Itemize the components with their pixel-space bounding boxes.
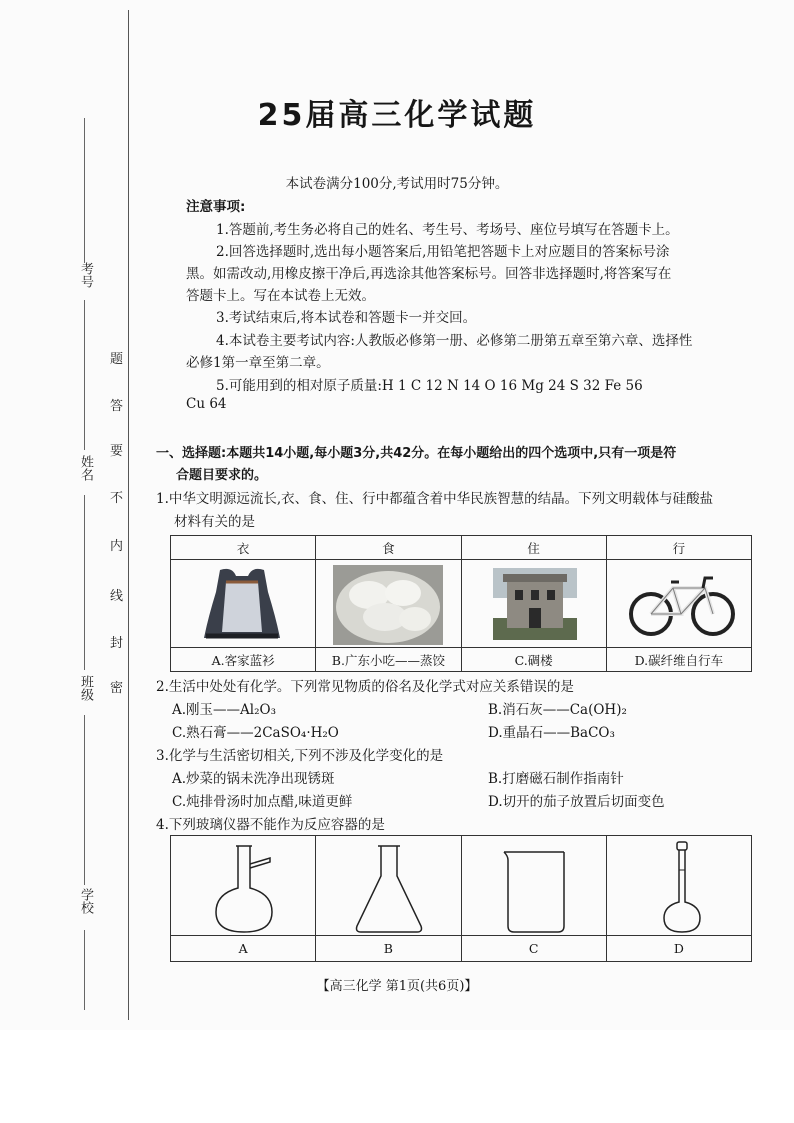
notice-line: 5.可能用到的相对原子质量:H 1 C 12 N 14 O 16 Mg 24 S 32 Fe 56	[216, 378, 643, 394]
option-c-caption: C.碉楼	[461, 648, 606, 672]
question-2-option-a: A.刚玉——Al₂O₃	[172, 702, 276, 718]
seal-char: 要	[110, 444, 124, 459]
subtitle: 本试卷满分100分,考试用时75分钟。	[285, 176, 509, 192]
section-heading-cont: 合题目要求的。	[176, 468, 268, 483]
question-3-option-c: C.炖排骨汤时加点醋,味道更鲜	[172, 794, 353, 810]
question-3-option-a: A.炒菜的锅未洗净出现锈斑	[172, 771, 335, 787]
option-c-label: C	[461, 936, 606, 962]
question-2-stem: 2.生活中处处有化学。下列常见物质的俗名及化学式对应关系错误的是	[156, 679, 574, 695]
option-b-label: B	[316, 936, 461, 962]
question-3-option-d: D.切开的茄子放置后切面变色	[488, 794, 665, 810]
hakka-blue-shirt-image	[171, 562, 315, 646]
question-2-option-b: B.消石灰——Ca(OH)₂	[488, 702, 627, 718]
notice-line: 3.考试结束后,将本试卷和答题卡一并交回。	[216, 310, 477, 326]
header-clothing: 衣	[171, 536, 316, 560]
question-4-table	[170, 835, 752, 962]
header-housing: 住	[461, 536, 606, 560]
section-heading: 一、选择题:本题共14小题,每小题3分,共42分。在每小题给出的四个选项中,只有一项是符	[156, 446, 677, 461]
notice-line: 黑。如需改动,用橡皮擦干净后,再选涂其他答案标号。回答非选择题时,将答案写在	[186, 266, 672, 282]
question-3-option-b: B.打磨磁石制作指南针	[488, 771, 624, 787]
beaker-icon	[462, 838, 606, 934]
question-1-table	[170, 535, 752, 672]
notice-line: Cu 64	[186, 396, 227, 412]
seal-char: 密	[110, 681, 124, 696]
seal-char: 封	[110, 636, 124, 651]
option-d-label: D	[606, 936, 751, 962]
notice-heading: 注意事项:	[186, 199, 246, 215]
option-a-label: A	[171, 936, 316, 962]
question-1-stem-cont: 材料有关的是	[174, 514, 255, 530]
option-b-caption: B.广东小吃——蒸饺	[316, 648, 461, 672]
seal-char: 题	[110, 352, 124, 367]
header-food: 食	[316, 536, 461, 560]
notice-line: 2.回答选择题时,选出每小题答案后,用铅笔把答题卡上对应题目的答案标号涂	[216, 244, 670, 260]
question-3-stem: 3.化学与生活密切相关,下列不涉及化学变化的是	[156, 748, 444, 764]
volumetric-flask-icon	[607, 838, 751, 934]
page-footer: 【高三化学 第1页(共6页)】	[316, 979, 478, 994]
steamed-dumplings-image	[316, 562, 460, 646]
header-transport: 行	[606, 536, 751, 560]
conical-flask-icon	[316, 838, 460, 934]
seal-char: 线	[110, 589, 124, 604]
notice-line: 答题卡上。写在本试卷上无效。	[186, 288, 375, 304]
question-1-stem: 1.中华文明源远流长,衣、食、住、行中都蕴含着中华民族智慧的结晶。下列文明载体与硅酸盐	[156, 491, 714, 507]
seal-char: 内	[110, 539, 124, 554]
diaolou-watchtower-image	[462, 562, 606, 646]
option-a-caption: A.客家蓝衫	[171, 648, 316, 672]
field-school: 学校	[78, 888, 93, 914]
page-title: 25届高三化学试题	[257, 98, 537, 133]
seal-char: 答	[110, 399, 124, 414]
question-2-option-d: D.重晶石——BaCO₃	[488, 725, 615, 741]
notice-line: 1.答题前,考生务必将自己的姓名、考生号、考场号、座位号填写在答题卡上。	[216, 222, 679, 238]
distilling-flask-icon	[171, 838, 315, 934]
binding-line	[128, 10, 129, 1020]
field-name: 姓名	[78, 455, 93, 481]
question-2-option-c: C.熟石膏——2CaSO₄·H₂O	[172, 725, 339, 741]
option-d-caption: D.碳纤维自行车	[606, 648, 751, 672]
field-class: 班级	[78, 675, 93, 701]
field-exam-number: 考号	[78, 262, 93, 288]
notice-line: 必修1第一章至第二章。	[186, 355, 330, 371]
seal-char: 不	[110, 491, 124, 506]
question-4-stem: 4.下列玻璃仪器不能作为反应容器的是	[156, 817, 385, 833]
notice-line: 4.本试卷主要考试内容:人教版必修第一册、必修第二册第五章至第六章、选择性	[216, 333, 693, 349]
carbon-fiber-bicycle-image	[607, 562, 751, 646]
